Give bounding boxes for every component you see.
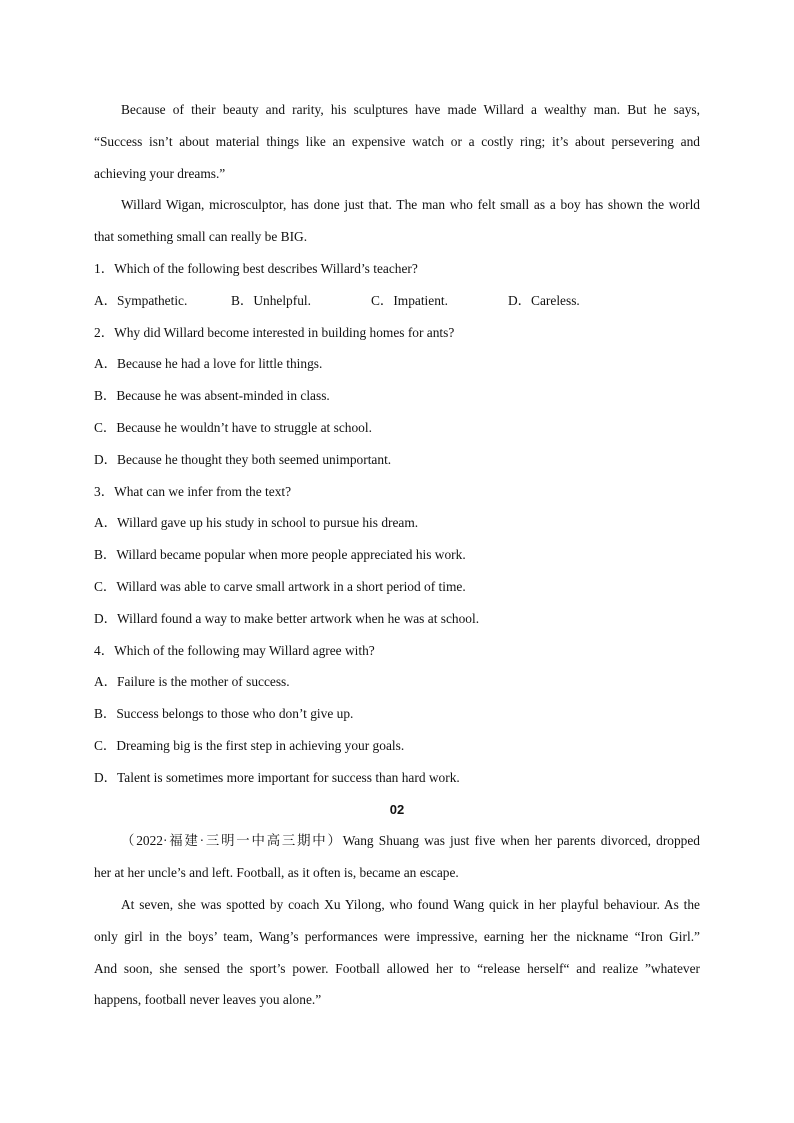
passage1-paragraph2-line1: Willard Wigan, microsculptor, has done just that. The man who felt small as a boy has shown the world bbox=[121, 197, 700, 213]
section-number: 02 bbox=[389, 801, 405, 817]
question-1-stem: 1．Which of the following best describes Willard’s teacher? bbox=[94, 260, 418, 276]
passage2-paragraph1-line1: （2022·福建·三明一中高三期中）Wang Shuang was just five when her parents divorced, dropped bbox=[121, 833, 700, 849]
passage2-paragraph2-line1: At seven, she was spotted by coach Xu Yilong, who found Wang quick in her playful behaviour. As the bbox=[121, 896, 700, 912]
question-4-option-c: C．Dreaming big is the first step in achieving your goals. bbox=[94, 737, 405, 753]
question-2-stem: 2．Why did Willard become interested in building homes for ants? bbox=[94, 324, 455, 340]
question-2-option-b: B．Because he was absent-minded in class. bbox=[94, 388, 330, 404]
question-2-option-a: A．Because he had a love for little things. bbox=[94, 356, 323, 372]
passage2-paragraph2-line4: happens, football never leaves you alone.” bbox=[94, 992, 322, 1008]
question-2-option-d: D．Because he thought they both seemed unimportant. bbox=[94, 451, 392, 467]
question-4-option-d: D．Talent is sometimes more important for success than hard work. bbox=[94, 769, 460, 785]
passage1-paragraph1-line3: achieving your dreams.” bbox=[94, 165, 226, 181]
passage1-paragraph2-line2: that something small can really be BIG. bbox=[94, 229, 308, 245]
document-page bbox=[94, 94, 700, 1016]
question-3-option-a: A．Willard gave up his study in school to pursue his dream. bbox=[94, 515, 419, 531]
question-1-option-d: D．Careless. bbox=[508, 292, 580, 308]
passage1-paragraph1-line1: Because of their beauty and rarity, his sculptures have made Willard a wealthy man. But he says, bbox=[121, 102, 700, 117]
question-3-option-b: B．Willard became popular when more people appreciated his work. bbox=[94, 547, 466, 563]
question-2-option-c: C．Because he wouldn’t have to struggle at school. bbox=[94, 419, 372, 435]
question-3-option-c: C．Willard was able to carve small artwork in a short period of time. bbox=[94, 578, 466, 594]
question-4-option-a: A．Failure is the mother of success. bbox=[94, 674, 290, 690]
question-4-stem: 4．Which of the following may Willard agree with? bbox=[94, 642, 375, 658]
question-1-option-a: A．Sympathetic. bbox=[94, 292, 188, 308]
question-1-option-b: B．Unhelpful. bbox=[231, 292, 311, 308]
question-3-stem: 3．What can we infer from the text? bbox=[94, 483, 292, 499]
question-3-option-d: D．Willard found a way to make better artwork when he was at school. bbox=[94, 610, 480, 626]
passage1-paragraph1-line2: “Success isn’t about material things like an expensive watch or a costly ring; it’s about persevering and bbox=[94, 133, 700, 149]
question-4-option-b: B．Success belongs to those who don’t give up. bbox=[94, 706, 354, 722]
question-1-option-c: C．Impatient. bbox=[371, 292, 448, 308]
passage2-paragraph2-line3: And soon, she sensed the sport’s power. Football allowed her to “release herself“ and realize ”whatever bbox=[94, 960, 700, 976]
passage2-paragraph1-line2: her at her uncle’s and left. Football, as it often is, became an escape. bbox=[94, 865, 459, 881]
question-1-options bbox=[94, 285, 700, 317]
passage2-paragraph2-line2: only girl in the boys’ team, Wang’s performances were impressive, earning her the nickname “Iron Girl.” bbox=[94, 928, 700, 944]
